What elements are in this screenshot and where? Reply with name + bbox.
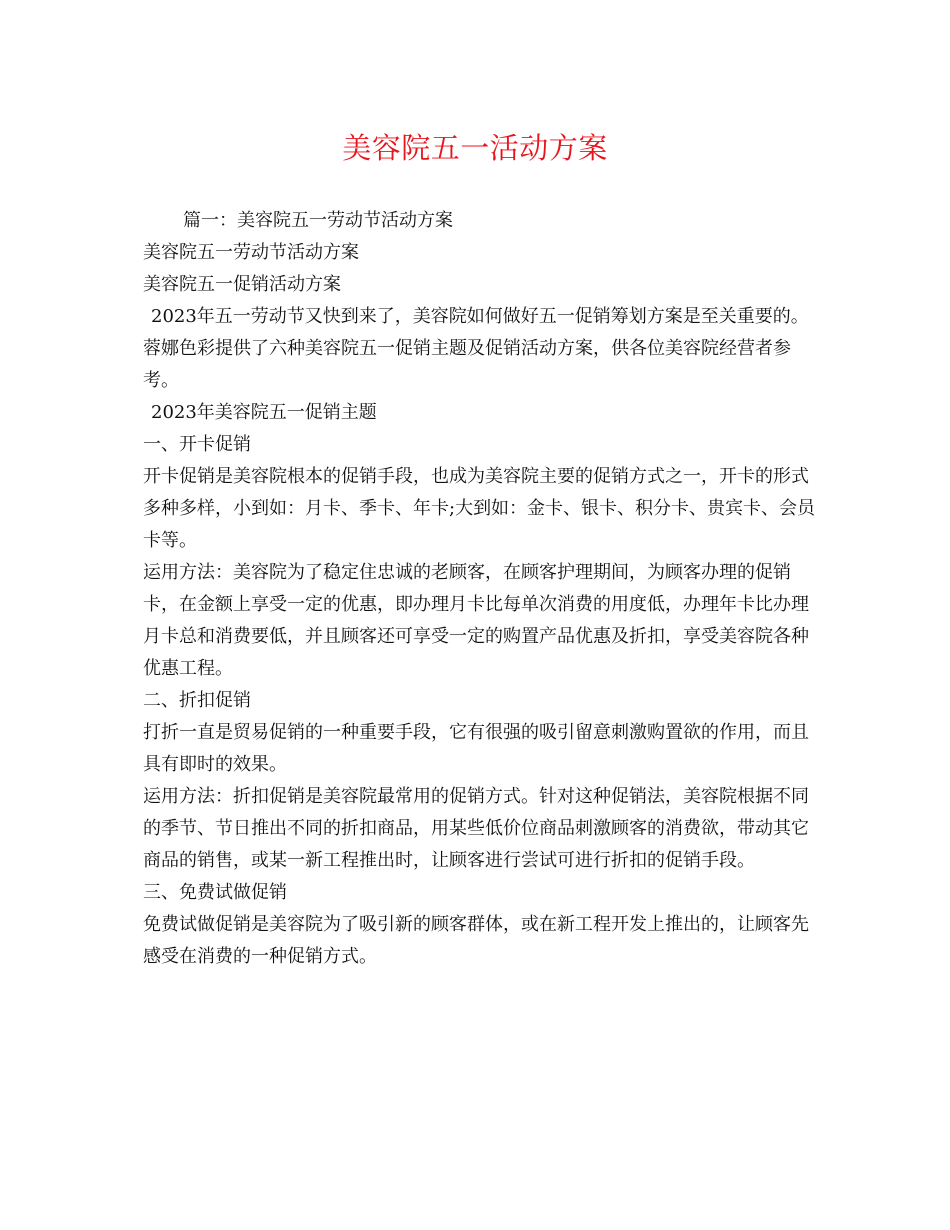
paragraph-card-promo: 开卡促销是美容院根本的促销手段，也成为美容院主要的促销方式之一，开卡的形式多种多样，小到如：月卡、季卡、年卡;大到如：金卡、银卡、积分卡、贵宾卡、会员卡等。: [143, 466, 816, 551]
paragraph-discount-method: 运用方法：折扣促销是美容院最常用的促销方式。针对这种促销法，美容院根据不同的季节、节日推出不同的折扣商品，用某些低价位商品刺激顾客的消费欲，带动其它商品的销售，或某一新工程推出时，让顾客进行尝试可进行折扣的促销手段。: [143, 786, 809, 871]
section-heading-free-trial: 三、免费试做促销: [143, 882, 287, 903]
section-heading-card-promo: 一、开卡促销: [143, 434, 251, 455]
paragraph-free-trial: 免费试做促销是美容院为了吸引新的顾客群体，或在新工程开发上推出的，让顾客先感受在消费的一种促销方式。: [143, 914, 809, 967]
document-title: 美容院五一活动方案: [342, 131, 608, 165]
paragraph-theme-heading: 2023年美容院五一促销主题: [151, 402, 377, 423]
paragraph-subtitle: 美容院五一促销活动方案: [143, 274, 341, 295]
paragraph-subtitle: 美容院五一劳动节活动方案: [143, 242, 359, 263]
paragraph-card-method: 运用方法：美容院为了稳定住忠诚的老顾客，在顾客护理期间，为顾客办理的促销卡，在金额上享受一定的优惠，即办理月卡比每单次消费的用度低，办理年卡比办理月卡总和消费要低，并且顾客还可享受一定的购置产品优惠及折扣，享受美容院各种优惠工程。: [143, 562, 809, 679]
paragraph-heading-part1: 篇一：美容院五一劳动节活动方案: [183, 210, 453, 231]
document-body: [143, 205, 818, 973]
paragraph-discount-promo: 打折一直是贸易促销的一种重要手段，它有很强的吸引留意刺激购置欲的作用，而且具有即时的效果。: [143, 722, 809, 775]
section-heading-discount-promo: 二、折扣促销: [143, 690, 251, 711]
paragraph-intro: 2023年五一劳动节又快到来了，美容院如何做好五一促销筹划方案是至关重要的。蓉娜色彩提供了六种美容院五一促销主题及促销活动方案，供各位美容院经营者参考。: [143, 306, 809, 391]
